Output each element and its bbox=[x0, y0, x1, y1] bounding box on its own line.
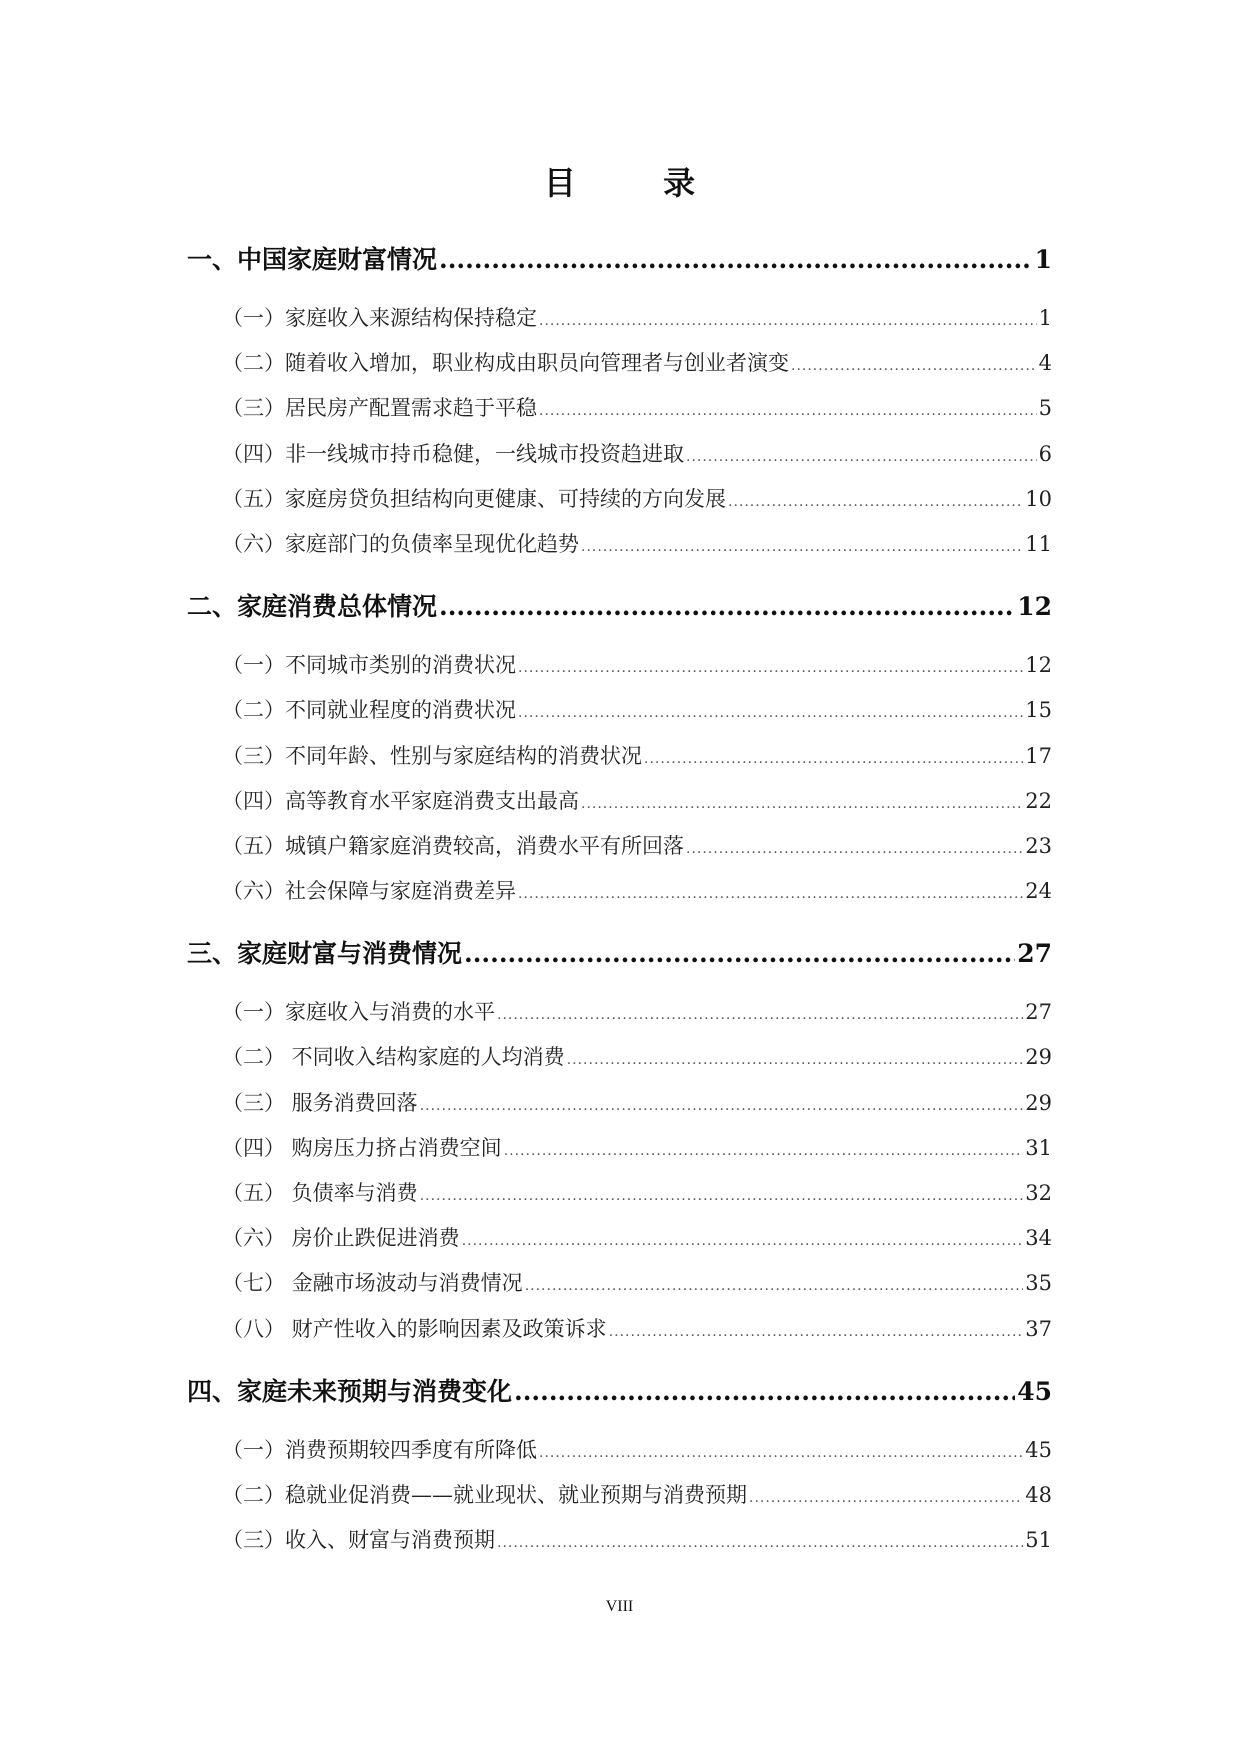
toc-section-title: （三） 服务消费回落 bbox=[222, 1090, 418, 1115]
toc-leader-dots bbox=[728, 494, 1023, 510]
toc-chapter[interactable] bbox=[187, 1372, 1052, 1434]
toc-section-page: 29 bbox=[1025, 1090, 1052, 1115]
toc-section[interactable] bbox=[187, 1434, 1052, 1479]
toc-leader-dots bbox=[518, 705, 1023, 721]
toc-section-page: 51 bbox=[1025, 1528, 1052, 1553]
toc-section[interactable] bbox=[187, 302, 1052, 347]
toc-section[interactable] bbox=[187, 1267, 1052, 1312]
toc-section[interactable] bbox=[187, 528, 1052, 573]
toc-leader-dots bbox=[518, 886, 1023, 902]
toc-section-page: 15 bbox=[1025, 698, 1052, 723]
page-number: VIII bbox=[605, 1598, 634, 1615]
toc-chapter-title: 二、家庭消费总体情况 bbox=[187, 592, 438, 622]
toc-section-title: （二）不同就业程度的消费状况 bbox=[222, 698, 516, 723]
toc-section[interactable] bbox=[187, 996, 1052, 1041]
toc-section[interactable] bbox=[187, 1177, 1052, 1222]
toc-section-title: （一）家庭收入来源结构保持稳定 bbox=[222, 306, 537, 330]
toc-leader-dots bbox=[518, 660, 1023, 676]
toc-chapter[interactable] bbox=[187, 587, 1052, 649]
toc-leader-dots bbox=[791, 358, 1037, 374]
toc-section-page: 5 bbox=[1038, 396, 1052, 421]
toc-section-page: 34 bbox=[1025, 1226, 1052, 1251]
toc-section-title: （二） 不同收入结构家庭的人均消费 bbox=[222, 1045, 565, 1070]
toc-chapter[interactable] bbox=[187, 240, 1052, 302]
toc-section-page: 6 bbox=[1038, 441, 1052, 466]
toc-section-page: 4 bbox=[1038, 351, 1052, 376]
toc-leader-dots bbox=[567, 1052, 1024, 1068]
toc-chapter[interactable] bbox=[187, 934, 1052, 996]
toc-section-page: 24 bbox=[1025, 879, 1052, 904]
toc-leader-dots bbox=[581, 539, 1023, 555]
chapter-spacer bbox=[187, 920, 1052, 934]
toc-section-title: （四）非一线城市持币稳健，一线城市投资趋进取 bbox=[222, 441, 684, 466]
toc-section-title: （一）家庭收入与消费的水平 bbox=[222, 1000, 495, 1025]
toc-leader-dots bbox=[749, 1490, 1023, 1506]
toc-section-title: （五）城镇户籍家庭消费较高，消费水平有所回落 bbox=[222, 833, 684, 858]
toc-chapter-page: 27 bbox=[1017, 939, 1052, 969]
toc-leader-dots bbox=[420, 1098, 1024, 1114]
toc-section-title: （六） 房价止跌促进消费 bbox=[222, 1226, 460, 1251]
toc-section-title: （三）居民房产配置需求趋于平稳 bbox=[222, 396, 537, 421]
toc-section[interactable] bbox=[187, 1479, 1052, 1524]
toc-section-title: （八） 财产性收入的影响因素及政策诉求 bbox=[222, 1316, 607, 1341]
toc-section[interactable] bbox=[187, 483, 1052, 528]
toc-leader-dots bbox=[420, 1188, 1024, 1204]
chapter-spacer bbox=[187, 1358, 1052, 1372]
toc-chapter-title: 一、中国家庭财富情况 bbox=[187, 245, 438, 274]
toc-section-title: （三）收入、财富与消费预期 bbox=[222, 1528, 495, 1553]
toc-leader-dots bbox=[514, 1377, 1015, 1406]
toc-section[interactable] bbox=[187, 1041, 1052, 1086]
toc-leader-dots bbox=[686, 841, 1023, 857]
toc-section[interactable] bbox=[187, 875, 1052, 920]
toc-section-title: （二）随着收入增加，职业构成由职员向管理者与创业者演变 bbox=[222, 351, 789, 376]
toc-section-title: （四） 购房压力挤占消费空间 bbox=[222, 1135, 502, 1160]
toc-section-page: 23 bbox=[1025, 833, 1052, 858]
toc-section-page: 32 bbox=[1025, 1181, 1052, 1205]
toc-section[interactable] bbox=[187, 785, 1052, 830]
toc-leader-dots bbox=[525, 1278, 1024, 1294]
toc-leader-dots bbox=[539, 403, 1037, 419]
toc-chapter-page: 1 bbox=[1034, 245, 1052, 274]
toc-leader-dots bbox=[439, 592, 1015, 621]
toc-section-title: （三）不同年龄、性别与家庭结构的消费状况 bbox=[222, 743, 642, 768]
toc-section-page: 27 bbox=[1025, 1000, 1052, 1025]
toc-section[interactable] bbox=[187, 347, 1052, 392]
toc-section-page: 12 bbox=[1025, 653, 1052, 678]
toc-leader-dots bbox=[581, 796, 1023, 812]
toc-section[interactable] bbox=[187, 649, 1052, 694]
toc-section-page: 17 bbox=[1025, 743, 1052, 768]
toc-chapter-page: 45 bbox=[1017, 1376, 1052, 1406]
toc-leader-dots bbox=[497, 1007, 1023, 1023]
toc-section-page: 31 bbox=[1025, 1135, 1052, 1160]
toc-section-title: （七） 金融市场波动与消费情况 bbox=[222, 1271, 523, 1296]
toc-section-title: （五） 负债率与消费 bbox=[222, 1181, 418, 1205]
toc-section-title: （六）家庭部门的负债率呈现优化趋势 bbox=[222, 531, 579, 556]
toc-section[interactable] bbox=[187, 1313, 1052, 1358]
toc-section-title: （一）不同城市类别的消费状况 bbox=[222, 653, 516, 678]
toc-leader-dots bbox=[439, 245, 1033, 274]
toc-section-title: （二）稳就业促消费——就业现状、就业预期与消费预期 bbox=[222, 1482, 747, 1507]
toc-leader-dots bbox=[464, 939, 1015, 968]
toc-leader-dots bbox=[504, 1143, 1024, 1159]
table-of-contents bbox=[187, 240, 1052, 1569]
toc-section[interactable] bbox=[187, 1132, 1052, 1177]
toc-section-page: 11 bbox=[1025, 531, 1052, 556]
toc-leader-dots bbox=[644, 751, 1023, 767]
toc-section-page: 1 bbox=[1038, 306, 1052, 330]
toc-section[interactable] bbox=[187, 392, 1052, 437]
toc-section[interactable] bbox=[187, 1524, 1052, 1569]
toc-leader-dots bbox=[497, 1535, 1023, 1551]
toc-chapter-page: 12 bbox=[1017, 592, 1052, 622]
toc-section-page: 22 bbox=[1025, 788, 1052, 813]
toc-leader-dots bbox=[462, 1233, 1024, 1249]
toc-leader-dots bbox=[686, 449, 1037, 465]
toc-section-title: （六）社会保障与家庭消费差异 bbox=[222, 879, 516, 904]
toc-section[interactable] bbox=[187, 740, 1052, 785]
toc-section-page: 45 bbox=[1025, 1437, 1052, 1462]
toc-section[interactable] bbox=[187, 1087, 1052, 1132]
chapter-spacer bbox=[187, 573, 1052, 587]
toc-leader-dots bbox=[539, 1445, 1023, 1461]
toc-section[interactable] bbox=[187, 1222, 1052, 1267]
toc-section[interactable] bbox=[187, 438, 1052, 483]
toc-section-page: 48 bbox=[1025, 1482, 1052, 1507]
toc-section[interactable] bbox=[187, 830, 1052, 875]
toc-leader-dots bbox=[609, 1324, 1024, 1340]
toc-section[interactable] bbox=[187, 694, 1052, 739]
toc-section-page: 37 bbox=[1025, 1316, 1052, 1341]
toc-section-title: （一）消费预期较四季度有所降低 bbox=[222, 1437, 537, 1462]
page-title: 目 录 bbox=[543, 164, 734, 202]
toc-section-title: （五）家庭房贷负担结构向更健康、可持续的方向发展 bbox=[222, 486, 726, 511]
toc-section-page: 10 bbox=[1025, 486, 1052, 511]
toc-section-title: （四）高等教育水平家庭消费支出最高 bbox=[222, 788, 579, 813]
toc-leader-dots bbox=[539, 313, 1037, 329]
toc-chapter-title: 三、家庭财富与消费情况 bbox=[187, 939, 463, 969]
toc-chapter-title: 四、家庭未来预期与消费变化 bbox=[187, 1376, 513, 1406]
toc-section-page: 29 bbox=[1025, 1045, 1052, 1070]
toc-section-page: 35 bbox=[1025, 1271, 1052, 1296]
